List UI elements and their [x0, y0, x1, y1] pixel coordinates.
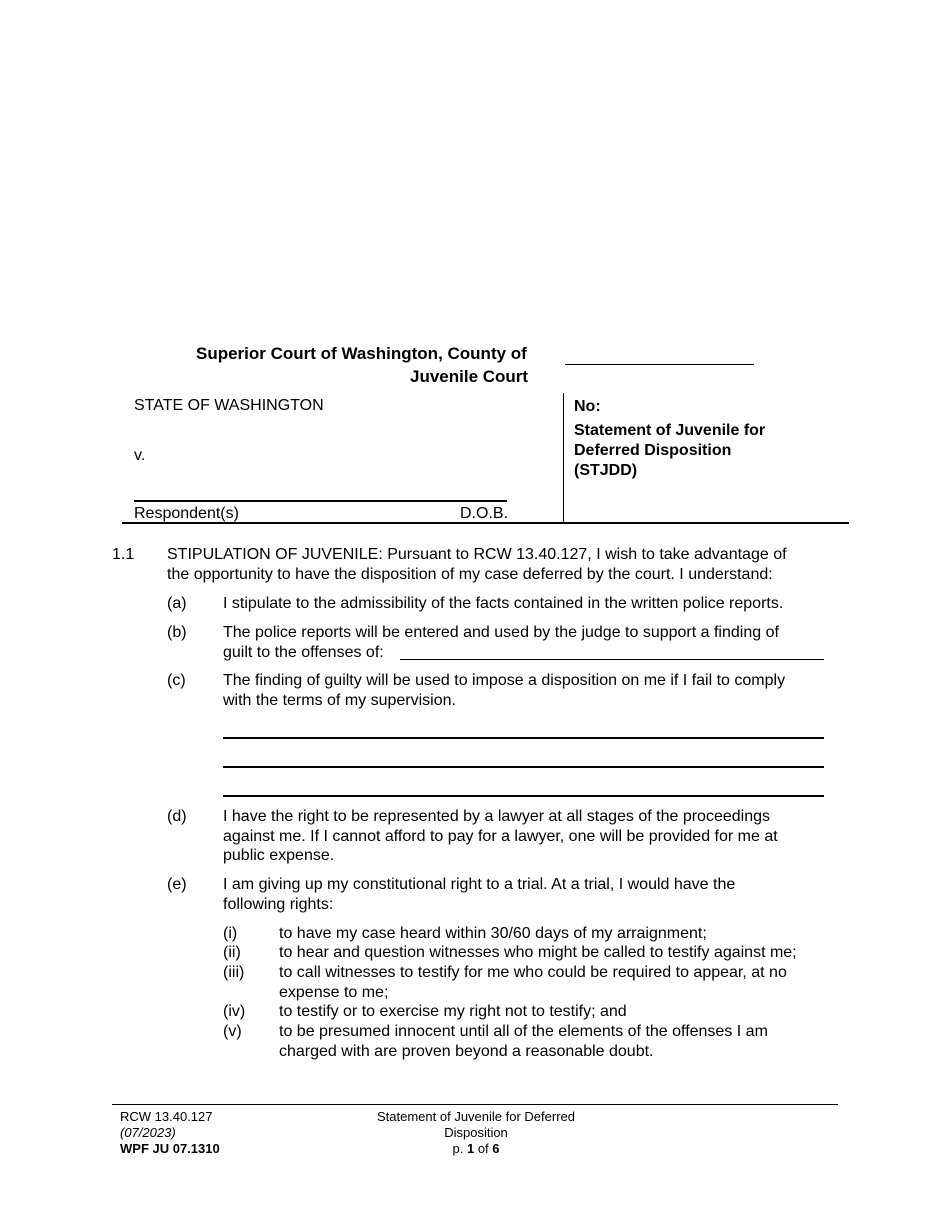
court-name: Superior Court of Washington, County of — [196, 344, 527, 363]
dob-label: D.O.B. — [460, 505, 509, 522]
case-number-label: No: — [574, 398, 601, 415]
item-c-text — [223, 671, 785, 710]
document-title-line: (STJDD) — [574, 462, 638, 479]
respondent-label: Respondent(s) — [134, 505, 239, 522]
caption-bottom-rule — [122, 522, 849, 524]
right-text: to testify or to exercise my right not to testify; and — [279, 1003, 627, 1020]
supervision-blank-line — [223, 795, 824, 797]
court-division: Juvenile Court — [410, 367, 529, 386]
page-prefix: p. — [452, 1141, 464, 1156]
footer-title-line: Disposition — [444, 1125, 508, 1140]
item-c-line: The finding of guilty will be used to impose a disposition on me if I fail to comply — [223, 672, 786, 689]
footer-rule — [112, 1104, 838, 1105]
right-line: expense to me; — [279, 983, 389, 1001]
document-title — [574, 421, 765, 481]
right-line: to call witnesses to testify for me who could be required to appear, at no — [279, 964, 787, 981]
plaintiff-name: STATE OF WASHINGTON — [134, 397, 324, 414]
footer-statute: RCW 13.40.127 — [120, 1109, 213, 1124]
respondent-name-line — [134, 500, 507, 502]
right-text: to have my case heard within 30/60 days of my arraignment; — [279, 925, 707, 942]
right-line: charged with are proven beyond a reasonable doubt. — [279, 1042, 654, 1060]
document-title-line: Deferred Disposition — [574, 442, 732, 459]
item-e-line: I am giving up my constitutional right to a trial. At a trial, I would have the — [223, 876, 736, 893]
item-e-text — [223, 875, 735, 914]
footer-title-line: Statement of Juvenile for Deferred — [377, 1109, 575, 1124]
page-current: 1 — [466, 1141, 475, 1156]
offenses-blank-line — [400, 659, 824, 660]
footer-form-id: WPF JU 07.1310 — [120, 1141, 220, 1156]
right-label: (i) — [223, 925, 238, 942]
section-intro — [167, 545, 787, 584]
item-d-line: public expense. — [223, 847, 335, 864]
item-label: (c) — [167, 672, 186, 689]
right-label: (iv) — [223, 1003, 246, 1020]
right-text — [279, 963, 787, 1002]
item-b-line: guilt to the offenses of: — [223, 643, 384, 661]
page-total: 6 — [492, 1141, 500, 1156]
right-text — [279, 1022, 768, 1061]
item-label: (a) — [167, 595, 187, 612]
right-label: (ii) — [223, 944, 241, 961]
right-label: (iii) — [223, 964, 245, 981]
footer-revision: (07/2023) — [120, 1125, 176, 1140]
footer-page-number — [340, 1141, 612, 1157]
right-text: to hear and question witnesses who might be called to testify against me; — [279, 944, 797, 961]
item-b-text — [223, 623, 779, 662]
item-label: (d) — [167, 808, 187, 825]
document-title-line: Statement of Juvenile for — [574, 422, 766, 439]
county-blank-line — [565, 364, 754, 365]
item-a-text: I stipulate to the admissibility of the facts contained in the written police reports. — [223, 595, 784, 612]
caption-divider — [563, 393, 564, 524]
footer-left — [120, 1109, 220, 1157]
item-d-line: I have the right to be represented by a lawyer at all stages of the proceedings — [223, 808, 770, 825]
section-intro-line: STIPULATION OF JUVENILE: Pursuant to RCW 13.40.127, I wish to take advantage of — [167, 546, 787, 563]
item-d-line: against me. If I cannot afford to pay for a lawyer, one will be provided for me at — [223, 827, 778, 845]
item-d-text — [223, 807, 778, 866]
page-of: of — [477, 1141, 489, 1156]
item-c-line: with the terms of my supervision. — [223, 691, 456, 709]
footer-center — [340, 1109, 612, 1157]
right-label: (v) — [223, 1023, 242, 1040]
item-b-line: The police reports will be entered and used by the judge to support a finding of — [223, 624, 779, 641]
right-line: to be presumed innocent until all of the elements of the offenses I am — [279, 1023, 768, 1040]
section-number: 1.1 — [112, 546, 135, 563]
item-label: (e) — [167, 876, 187, 893]
item-label: (b) — [167, 624, 187, 641]
supervision-blank-line — [223, 737, 824, 739]
versus-text: v. — [134, 447, 146, 464]
item-e-line: following rights: — [223, 895, 334, 913]
supervision-blank-line — [223, 766, 824, 768]
section-intro-line: the opportunity to have the disposition of my case deferred by the court. I understand: — [167, 565, 773, 583]
